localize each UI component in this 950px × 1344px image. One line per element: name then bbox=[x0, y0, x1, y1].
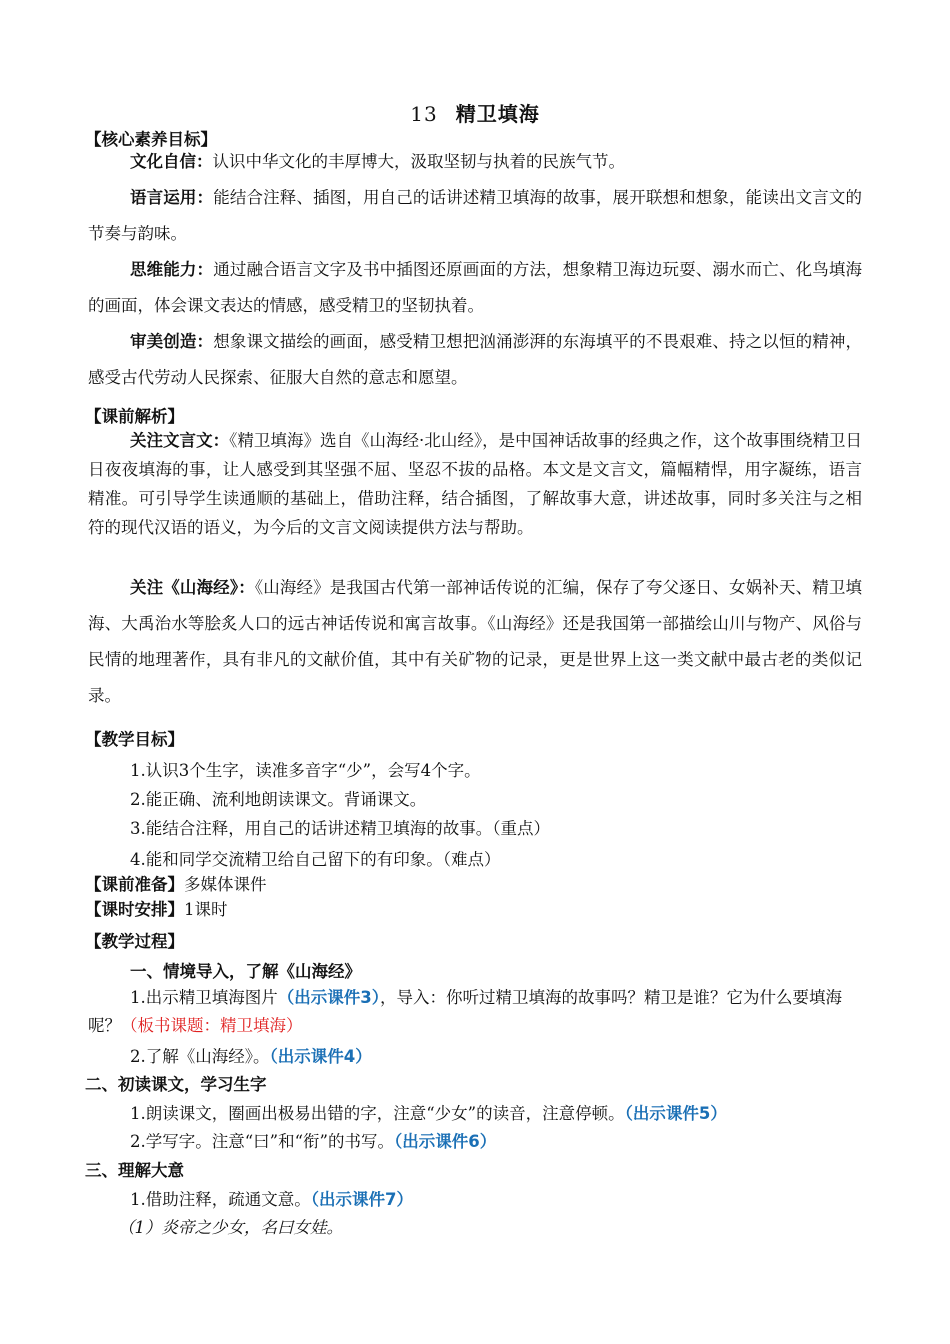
step-item bbox=[88, 984, 862, 1040]
section-header-prep: 【课前准备】 bbox=[85, 875, 184, 894]
step-text: ，导入：你听过精卫填海的故事吗？精卫是谁？它为什么要填海呢？ bbox=[88, 988, 842, 1035]
goal-text: 认识中华文化的丰厚博大，汲取坚韧与执着的民族气节。 bbox=[212, 152, 625, 171]
board-note: （板书课题：精卫填海） bbox=[121, 1016, 303, 1035]
analysis-label: 关注文言文： bbox=[130, 431, 230, 450]
goal-label: 文化自信： bbox=[130, 152, 213, 171]
analysis-text: 《精卫填海》选自《山海经·北山经》，是中国神话故事的经典之作，这个故事围绕精卫日日夜夜填海的事，让人感受到其坚强不屈、坚忍不拔的品格。本文是文言文，篇幅精悍，用字凝练，语言精准。可引导学生读通顺的基础上，借助注释，结合插图，了解故事大意，讲述故事，同时多关注与之相符的现代汉语的语义，为今后的文言文阅读提供方法与帮助。 bbox=[88, 431, 863, 537]
analysis-paragraph bbox=[88, 426, 862, 542]
time-line bbox=[85, 896, 228, 920]
step-text: 1.出示精卫填海图片 bbox=[130, 988, 278, 1007]
goal-text: 通过融合语言文字及书中插图还原画面的方法，想象精卫海边玩耍、溺水而亡、化鸟填海的画面，体会课文表达的情感，感受精卫的坚韧执着。 bbox=[88, 260, 863, 315]
page-title bbox=[0, 98, 950, 127]
goal-label: 语言运用： bbox=[130, 188, 214, 207]
step-text: 1.朗读课文，圈画出极易出错的字，注意“少女”的读音，注意停顿。 bbox=[130, 1104, 625, 1123]
goal-paragraph bbox=[88, 144, 862, 180]
lesson-number: 13 bbox=[410, 102, 438, 126]
goal-paragraph bbox=[88, 180, 862, 252]
goal-paragraph bbox=[88, 324, 862, 396]
courseware-cue: （出示课件5） bbox=[624, 1104, 727, 1123]
goal-label: 审美创造： bbox=[130, 332, 214, 351]
prep-value: 多媒体课件 bbox=[184, 875, 267, 894]
step-title: 三、理解大意 bbox=[85, 1161, 184, 1180]
step-text: 1.借助注释，疏通文意。 bbox=[130, 1190, 311, 1209]
section-header-goals: 【核心素养目标】 bbox=[85, 130, 217, 149]
step-title: 一、情境导入，了解《山海经》 bbox=[130, 962, 361, 981]
step-title: 二、初读课文，学习生字 bbox=[85, 1075, 267, 1094]
analysis-label: 关注《山海经》： bbox=[130, 578, 255, 597]
lesson-title: 精卫填海 bbox=[455, 102, 540, 126]
goal-text: 想象课文描绘的画面，感受精卫想把汹涌澎湃的东海填平的不畏艰难、持之以恒的精神，感受古代劳动人民探索、征服大自然的意志和愿望。 bbox=[88, 332, 863, 387]
step-subitem: （1）炎帝之少女，名曰女娃。 bbox=[118, 1218, 343, 1237]
objective-item: 1.认识3个生字，读准多音字“少”，会写4个字。 bbox=[130, 761, 481, 780]
step-item bbox=[130, 1100, 727, 1124]
objective-item: 2.能正确、流利地朗读课文。背诵课文。 bbox=[130, 790, 427, 809]
courseware-cue: （出示课件7） bbox=[310, 1190, 413, 1209]
objective-item: 3.能结合注释，用自己的话讲述精卫填海的故事。（重点） bbox=[130, 819, 550, 838]
courseware-cue: （出示课件4） bbox=[269, 1047, 372, 1066]
step-item bbox=[130, 1128, 496, 1152]
analysis-text: 《山海经》是我国古代第一部神话传说的汇编，保存了夸父逐日、女娲补天、精卫填海、大禹治水等脍炙人口的远古神话传说和寓言故事。《山海经》还是我国第一部描绘山川与物产、风俗与民情的地理著作，具有非凡的文献价值，其中有关矿物的记录，更是世界上这一类文献中最古老的类似记录。 bbox=[88, 578, 863, 705]
step-text: 2.学写字。注意“曰”和“衔”的书写。 bbox=[130, 1132, 394, 1151]
step-text: 2.了解《山海经》。 bbox=[130, 1047, 270, 1066]
objective-item: 4.能和同学交流精卫给自己留下的有印象。（难点） bbox=[130, 850, 501, 869]
section-header-objectives: 【教学目标】 bbox=[85, 730, 184, 749]
goal-label: 思维能力： bbox=[130, 260, 214, 279]
courseware-cue: （出示课件6） bbox=[393, 1132, 497, 1151]
section-header-analysis: 【课前解析】 bbox=[85, 407, 184, 426]
courseware-cue: （出示课件3） bbox=[277, 988, 380, 1007]
section-header-process: 【教学过程】 bbox=[85, 932, 184, 951]
step-item bbox=[130, 1186, 413, 1210]
goal-text: 能结合注释、插图，用自己的话讲述精卫填海的故事，展开联想和想象，能读出文言文的节奏与韵味。 bbox=[88, 188, 863, 243]
step-item bbox=[130, 1043, 372, 1067]
analysis-paragraph bbox=[88, 570, 862, 714]
goal-paragraph bbox=[88, 252, 862, 324]
section-header-time: 【课时安排】 bbox=[85, 900, 184, 919]
time-value: 1课时 bbox=[184, 900, 228, 919]
prep-line bbox=[85, 871, 267, 895]
